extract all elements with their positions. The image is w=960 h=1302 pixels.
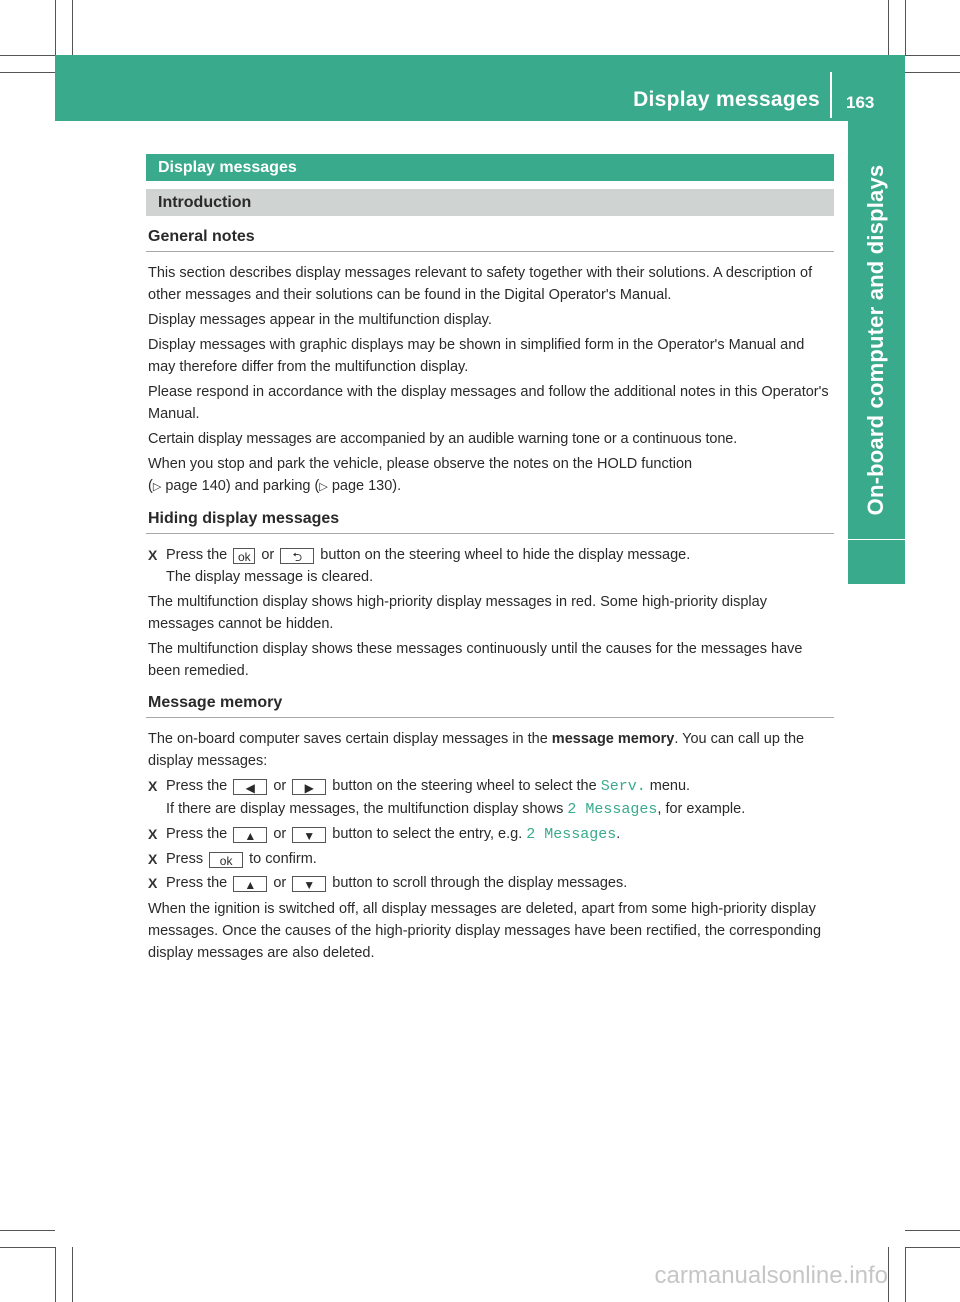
instruction-step (146, 823, 834, 846)
page-reference[interactable]: page 130). (331, 478, 402, 494)
down-button-icon: ▼ (292, 827, 326, 843)
paragraph: Please respond in accordance with the display messages and follow the additional notes in this Operator's Manual. (148, 384, 829, 422)
text: menu. (649, 778, 691, 794)
chapter-marker-block (848, 540, 905, 584)
instruction-step (146, 775, 834, 821)
paragraph-hold-function (146, 453, 834, 498)
crop-mark (0, 72, 55, 73)
right-button-icon: ▶ (292, 779, 326, 795)
instruction-step (146, 544, 834, 588)
text: , for example. (657, 801, 746, 817)
text: Press the (166, 547, 228, 563)
crop-mark (0, 1230, 55, 1231)
section-title: Display messages (146, 154, 834, 181)
page-content (146, 154, 834, 964)
text: . (616, 826, 621, 842)
ok-button-icon: ok (233, 548, 255, 564)
step-result: The display message is cleared. (166, 569, 374, 585)
page-ref-arrow-icon: ▷ (319, 481, 328, 493)
instruction-step (146, 872, 834, 894)
heading-message-memory: Message memory (146, 692, 834, 718)
display-text-serv: Serv. (600, 778, 646, 795)
crop-mark (72, 1247, 73, 1302)
step-marker-icon: X (148, 778, 158, 794)
page-header-title: Display messages (633, 88, 820, 111)
text: Press the (166, 875, 228, 891)
crop-mark (905, 55, 960, 56)
text: or (261, 547, 275, 563)
up-button-icon: ▲ (233, 827, 267, 843)
subsection-title: Introduction (146, 189, 834, 216)
paragraph: Display messages appear in the multifunction display. (148, 312, 492, 328)
heading-general-notes: General notes (146, 226, 834, 252)
header-divider (830, 72, 832, 118)
crop-mark (905, 1230, 960, 1231)
up-button-icon: ▲ (233, 876, 267, 892)
text: or (273, 778, 287, 794)
page-number: 163 (846, 93, 875, 112)
paragraph: Display messages with graphic displays may be shown in simplified form in the Operator's Manual and may therefore differ from the multifunction display. (148, 337, 805, 375)
heading-hiding-display-messages: Hiding display messages (146, 508, 834, 534)
crop-mark (55, 1247, 56, 1302)
text: Press the (166, 826, 228, 842)
crop-mark (55, 0, 56, 55)
crop-mark (0, 55, 55, 56)
text: or (273, 875, 287, 891)
text: button to scroll through the display messages. (332, 875, 628, 891)
paragraph: The multifunction display shows high-priority display messages in red. Some high-priority display messages cannot be hidden. (148, 594, 767, 632)
text: . You can call up the display messages: (148, 731, 805, 769)
crop-mark (905, 1247, 906, 1302)
page-reference[interactable]: page 140) and parking ( (165, 478, 320, 494)
crop-mark (905, 1247, 960, 1248)
paragraph-memory-intro (146, 728, 834, 772)
chapter-side-label: On-board computer and displays (863, 164, 888, 516)
instruction-step (146, 848, 834, 870)
back-button-icon: ⮌ (280, 548, 314, 564)
paragraph: The multifunction display shows these messages continuously until the causes for the messages have been remedied. (148, 641, 803, 679)
paragraph: When the ignition is switched off, all display messages are deleted, apart from some high-priority display messages. Once the causes of the high-priority display messages have been rectified, the corresponding display messages are also deleted. (148, 901, 822, 961)
crop-mark (905, 0, 906, 55)
display-text-messages: 2 Messages (526, 826, 617, 843)
text: When you stop and park the vehicle, please observe the notes on the HOLD function (148, 456, 693, 472)
crop-mark (0, 1247, 55, 1248)
step-marker-icon: X (148, 547, 158, 563)
text: The on-board computer saves certain display messages in the (148, 731, 548, 747)
text: button to select the entry, e.g. (332, 826, 523, 842)
crop-mark (888, 1247, 889, 1302)
text: to confirm. (249, 851, 317, 867)
step-marker-icon: X (148, 851, 158, 867)
paragraph: This section describes display messages relevant to safety together with their solutions. A description of other messages and their solutions can be found in the Digital Operator's Manual. (148, 265, 813, 303)
text: Press the (166, 778, 228, 794)
emphasis: message memory (551, 731, 675, 747)
display-text-messages: 2 Messages (567, 801, 658, 818)
crop-mark (905, 72, 960, 73)
text: ( (148, 478, 153, 494)
text: button on the steering wheel to select the (332, 778, 597, 794)
step-marker-icon: X (148, 875, 158, 891)
watermark: carmanualsonline.info (654, 1262, 888, 1289)
left-button-icon: ◀ (233, 779, 267, 795)
text: or (273, 826, 287, 842)
paragraph: Certain display messages are accompanied by an audible warning tone or a continuous tone. (148, 431, 738, 447)
ok-button-icon: ok (209, 852, 243, 868)
step-marker-icon: X (148, 826, 158, 842)
step-result: If there are display messages, the multifunction display shows (166, 801, 564, 817)
down-button-icon: ▼ (292, 876, 326, 892)
crop-mark (72, 0, 73, 55)
text: button on the steering wheel to hide the display message. (320, 547, 691, 563)
crop-mark (888, 0, 889, 55)
page-ref-arrow-icon: ▷ (152, 481, 162, 493)
text: Press (166, 851, 204, 867)
